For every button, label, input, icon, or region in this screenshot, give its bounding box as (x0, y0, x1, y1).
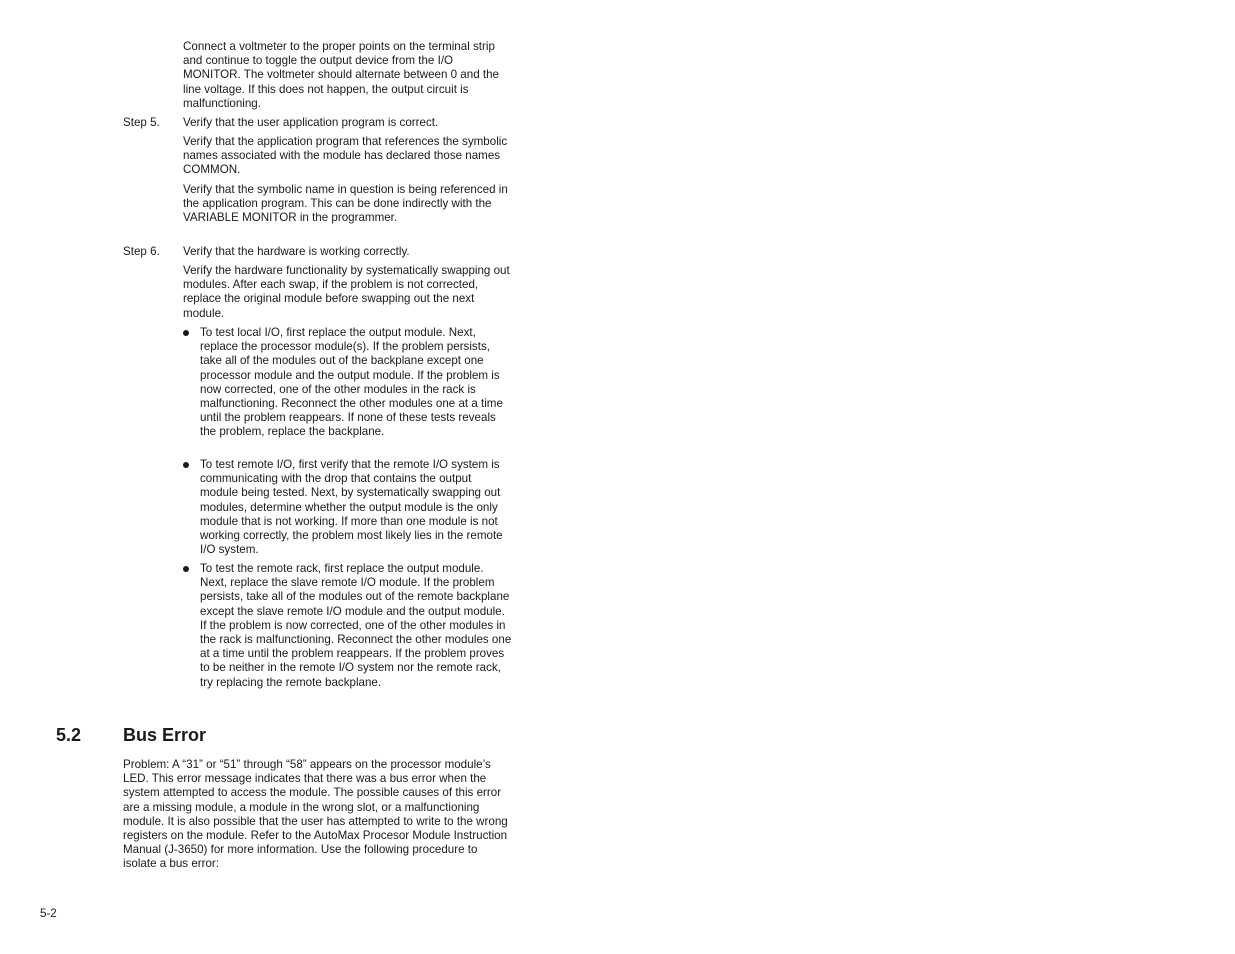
bullet-local-io: To test local I/O, first replace the output module. Next, replace the processor module(s). If the problem persists, take all of the modules out of the backplane except one processor module and the output module. If the problem is now corrected, one of the other modules in the rack is malfunctioning. Reconnect the other modules one at a time until the problem reappears. If none of these tests reveals the problem, replace the backplane. (200, 326, 503, 439)
bullet-remote-rack: To test the remote rack, first replace the output module. Next, replace the slave remote I/O module. If the problem persists, take all of the modules out of the remote backplane except the slave remote I/O module and the output module. If the problem is now corrected, one of the other modules in the rack is malfunctioning. Reconnect the other modules one at a time until the problem reappears. If the problem proves to be neither in the remote I/O system nor the remote rack, try replacing the remote backplane. (200, 562, 512, 689)
bullet-icon (183, 462, 189, 468)
step6-paragraph-1: Verify the hardware functionality by systematically swapping out modules. After each swap, if the problem is not corrected, replace the original module before swapping out the next module. (183, 264, 510, 320)
step6-heading: Verify that the hardware is working correctly. (183, 245, 410, 258)
section-body: Problem: A “31” or “51” through “58” appears on the processor module’s LED. This error message indicates that there was a bus error when the system attempted to access the module. The possible causes of this error are a missing module, a module in the wrong slot, or a malfunctioning module. It is also possible that the user has attempted to write to the wrong registers on the module. Refer to the AutoMax Procesor Module Instruction Manual (J-3650) for more information. Use the following procedure to isolate a bus error: (123, 758, 508, 871)
bullet-icon (183, 566, 189, 572)
step6-label: Step 6. (123, 245, 160, 258)
bullet-icon (183, 330, 189, 336)
step5-label: Step 5. (123, 116, 160, 129)
intro-paragraph: Connect a voltmeter to the proper points on the terminal strip and continue to toggle the output device from the I/O MONITOR. The voltmeter should alternate between 0 and the line voltage. If this does not happen, the output circuit is malfunctioning. (183, 40, 499, 110)
step5-paragraph-1: Verify that the application program that references the symbolic names associated with the module has declared those names COMMON. (183, 135, 508, 177)
step5-heading: Verify that the user application program is correct. (183, 116, 439, 129)
step5-paragraph-2: Verify that the symbolic name in question is being referenced in the application program. This can be done indirectly with the VARIABLE MONITOR in the programmer. (183, 183, 508, 225)
section-number: 5.2 (56, 725, 82, 745)
section-title: Bus Error (123, 725, 207, 745)
bullet-remote-io: To test remote I/O, first verify that the remote I/O system is communicating with the drop that contains the output module being tested. Next, by systematically swapping out modules, determine whether the output module is the only module that is not working. If more than one module is not working correctly, the problem most likely lies in the remote I/O system. (200, 458, 503, 557)
page-number: 5-2 (40, 907, 57, 920)
